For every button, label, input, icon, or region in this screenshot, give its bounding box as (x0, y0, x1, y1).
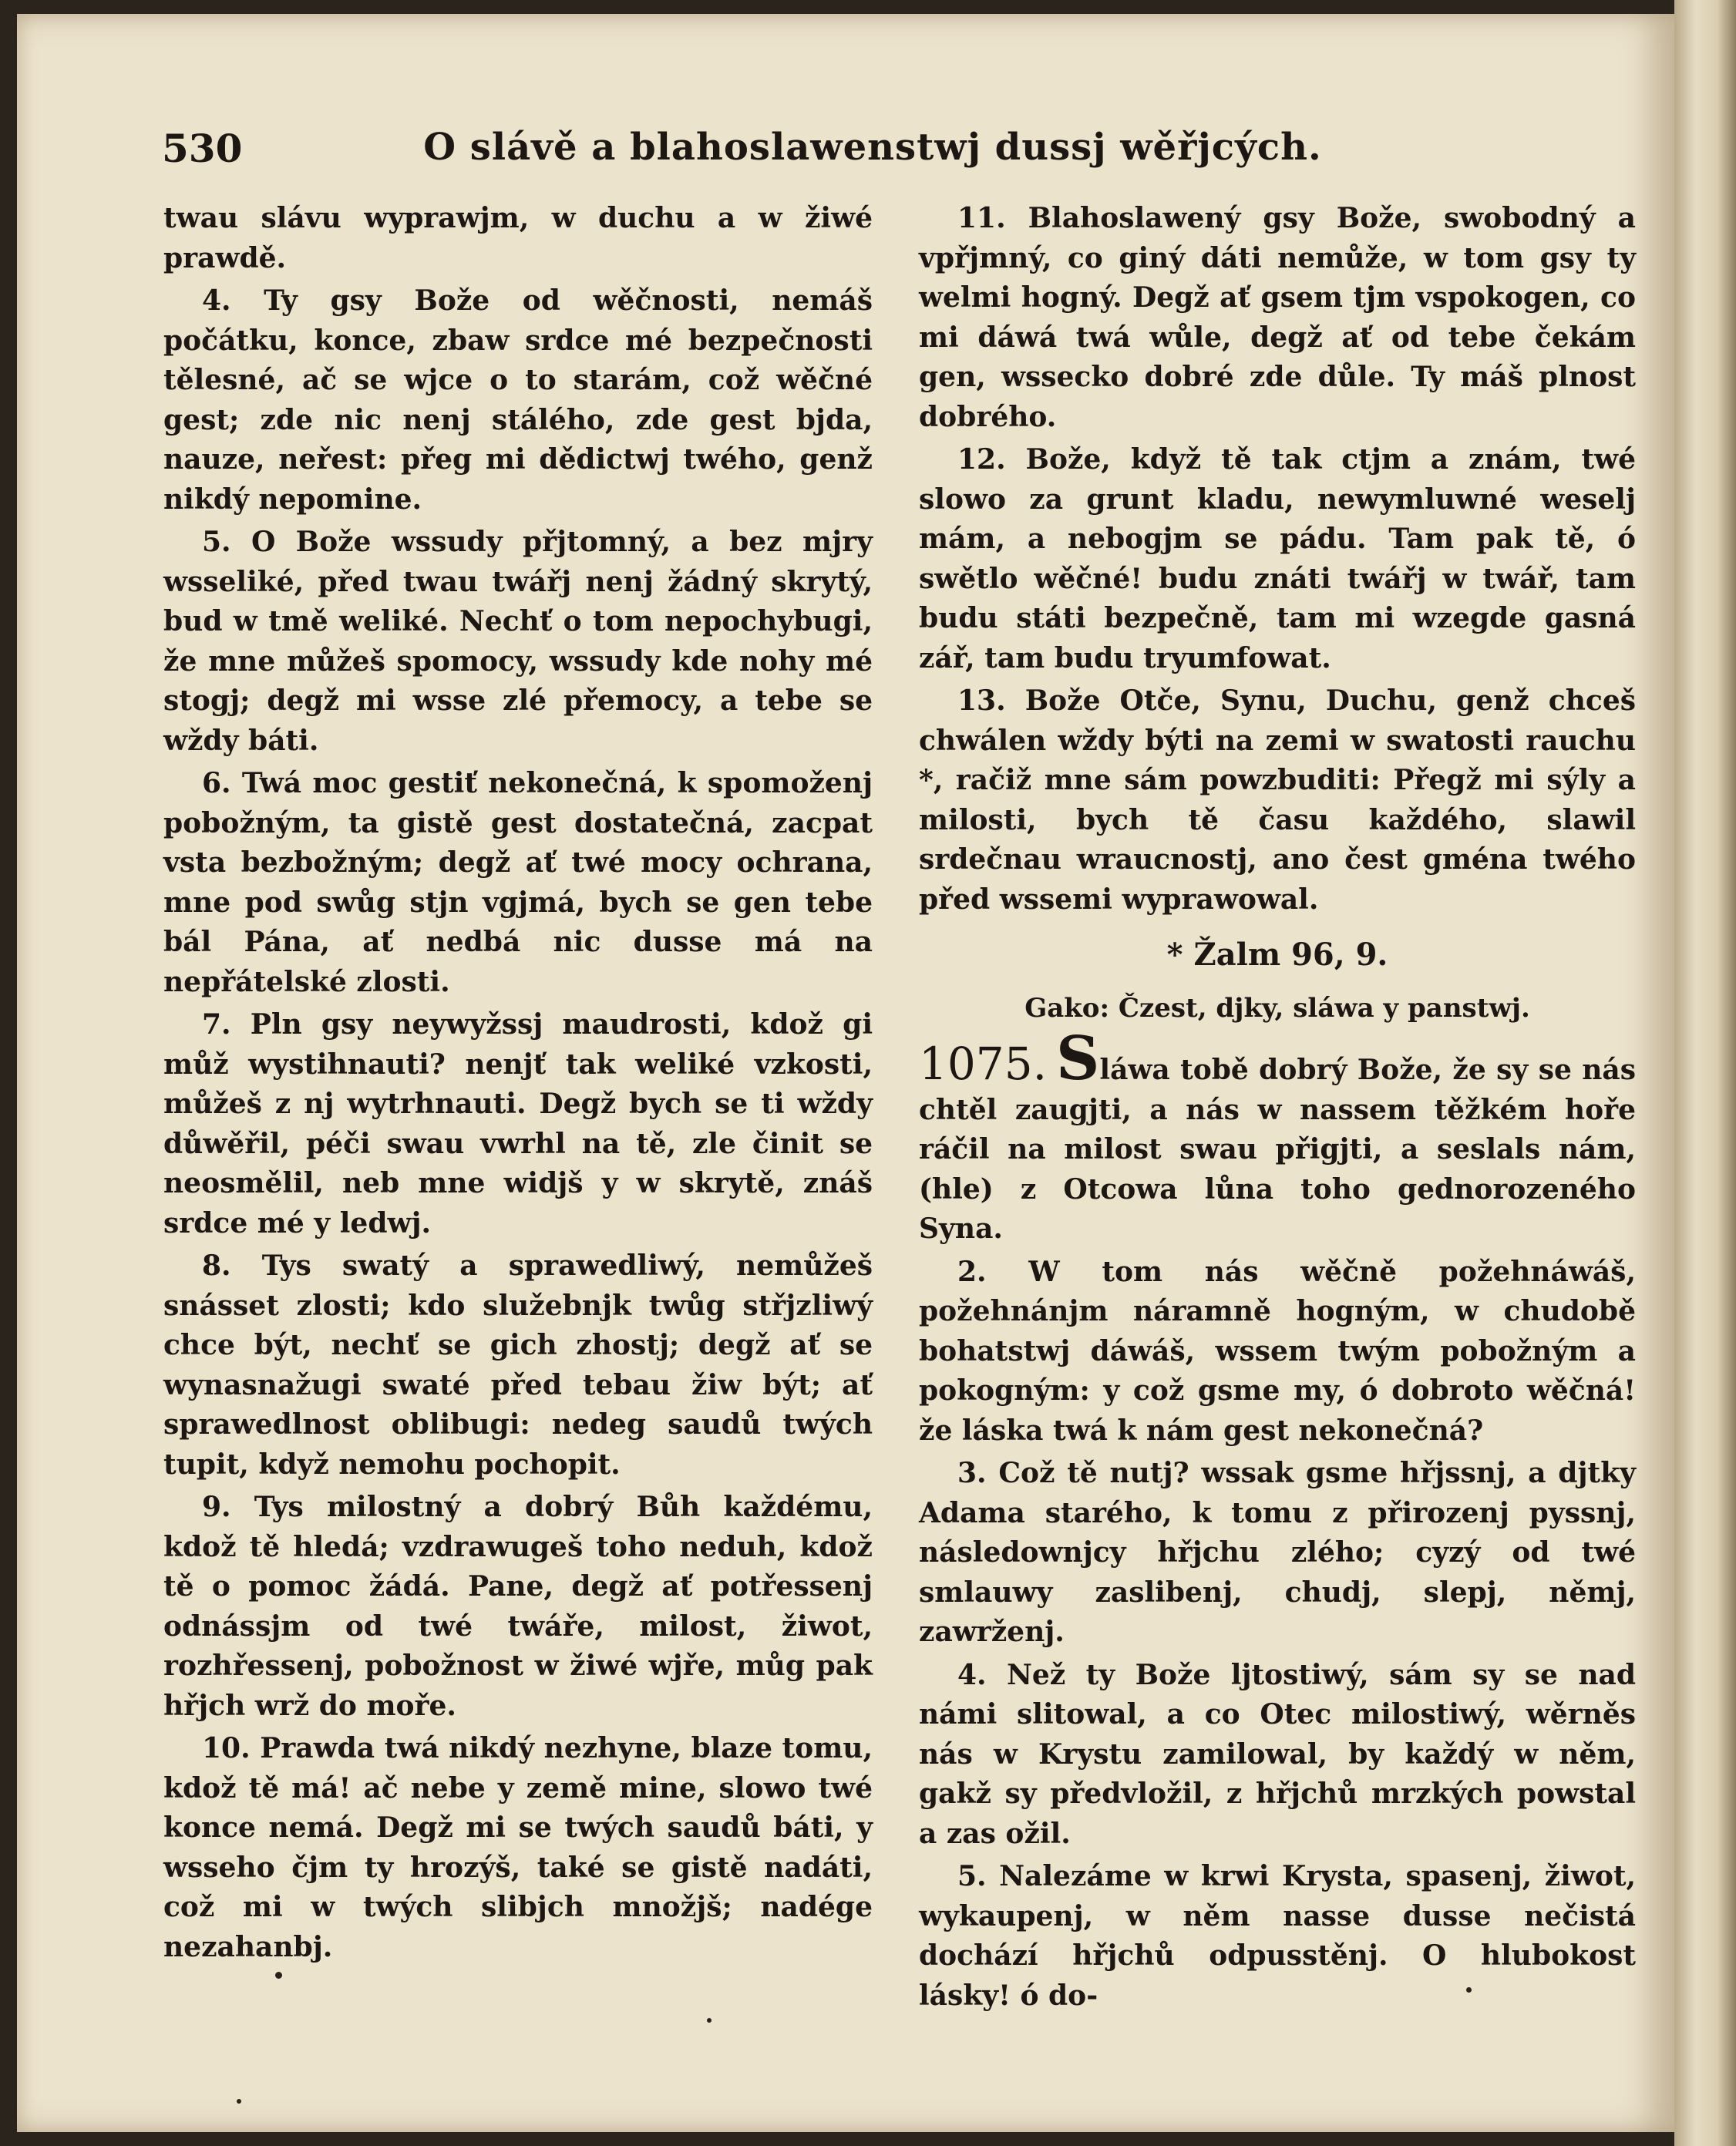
stanza-6: 6. Twá moc gestiť nekonečná, k spomoženj pobožným, ta gistě gest dostatečná, zacpat vsta bezbožným; degž ať twé mocy ochrana, mne pod swůg stjn vgjmá, bych se gen tebe bál Pána, ať nedbá nic dusse má na nepřátelské zlosti. (163, 767, 873, 998)
page-number: 530 (162, 126, 243, 171)
left-column (163, 199, 873, 1970)
ink-speck (707, 2018, 712, 2023)
hymn-first-text: láwa tobě dobrý Bože, že sy se nás chtěl zaugjti, a nás w nassem těžkém hoře ráčil na milost swau přigjti, a seslals nám, (hle) z Otcowa lůna toho gednorozeného Syna. (919, 1054, 1636, 1245)
stanza-4: 4. Ty gsy Bože od wěčnosti, nemáš počátku, konce, zbaw srdce mé bezpečnosti tělesné, ač se wjce o to starám, což wěčné gest; zde nic nenj stálého, zde gest bjda, nauze, neřest: přeg mi dědictwj twého, genž nikdý nepomine. (163, 284, 873, 516)
running-head: O slávě a blahoslawenstwj dussj wěřjcých. (423, 126, 1322, 169)
stanza-12: 12. Bože, když tě tak ctjm a znám, twé slowo za grunt kladu, newymluwné weselj mám, a nebogjm se pádu. Tam pak tě, ó swětlo wěčné! budu znáti twářj w twář, tam budu státi bezpečně, tam mi wzegde gasná zář, tam budu tryumfowat. (919, 443, 1636, 674)
book-page (17, 14, 1674, 2132)
hymn-1075-stanza-1 (919, 1024, 1636, 1250)
page-edge (1674, 0, 1736, 2146)
stanza-9: 9. Tys milostný a dobrý Bůh každému, kdož tě hledá; vzdrawugeš toho neduh, kdož tě o pomoc žádá. Pane, degž ať potřessenj odnássjm od twé twáře, milost, žiwot, rozhřessenj, pobožnost w žiwé wjře, můg pak hřjch wrž do moře. (163, 1491, 873, 1722)
ink-speck (1466, 1987, 1472, 1993)
stanza-7: 7. Pln gsy neywyžssj maudrosti, kdož gi můž wystihnauti? nenjť tak weliké vzkosti, můžeš z nj wytrhnauti. Degž bych se ti wždy důwěřil, péči swau vwrhl na tě, zle činit se neosmělil, neb mne widjš y w skrytě, znáš srdce mé y ledwj. (163, 1008, 873, 1240)
stanza-5: 5. O Bože wssudy přjtomný, a bez mjry wsseliké, před twau twářj nenj žádný skrytý, bud w tmě weliké. Nechť o tom nepochybugi, že mne můžeš spomocy, wssudy kde nohy mé stogj; degž mi wsse zlé přemocy, a tebe se wždy báti. (163, 526, 873, 757)
stanza-continuation: twau slávu wyprawjm, w duchu a w žiwé prawdě. (163, 202, 873, 274)
stanza-13: 13. Bože Otče, Synu, Duchu, genž chceš chwálen wždy býti na zemi w swatosti rauchu *, račiž mne sám powzbuditi: Přegž mi sýly a milosti, bych tě času každého, slawil srdečnau wraucnostj, ano čest gména twého před wssemi wyprawowal. (919, 684, 1636, 916)
ink-speck (275, 1972, 282, 1979)
hymn-stanza-3: 3. Což tě nutj? wssak gsme hřjssnj, a djtky Adama starého, k tomu z přirozenj pyssnj, následownjcy hřjchu zlého; cyzý od twé smlauwy zaslibenj, chudj, slepj, němj, zawrženj. (919, 1457, 1636, 1648)
stanza-8: 8. Tys swatý a sprawedliwý, nemůžeš snásset zlosti; kdo služebnjk twůg střjzliwý chce být, nechť se gich zhostj; degž ať se wynasnažugi swaté před tebau žiw být; ať sprawedlnost oblibugi: nedeg saudů twých tupit, když nemohu pochopit. (163, 1250, 873, 1481)
hymn-number: 1075. (919, 1038, 1048, 1090)
stanza-10: 10. Prawda twá nikdý nezhyne, blaze tomu, kdož tě má! ač nebe y země mine, slowo twé konce nemá. Degž mi se twých saudů báti, y wsseho čjm ty hrozýš, také se gistě nadáti, což mi w twých slibjch množjš; nadége nezahanbj. (163, 1732, 873, 1963)
hymn-stanza-4: 4. Než ty Bože ljtostiwý, sám sy se nad námi slitowal, a co Otec milostiwý, wěrněs nás w Krystu zamilowal, by každý w něm, gakž sy předvložil, z hřjchů mrzkých powstal a zas ožil. (919, 1658, 1636, 1850)
footnote: * Žalm 96, 9. (1166, 937, 1388, 973)
hymn-stanza-2: 2. W tom nás wěčně požehnáwáš, požehnánjm náramně hogným, w chudobě bohatstwj dáwáš, wssem twým pobožným a pokogným: y což gsme my, ó dobroto wěčná! že láska twá k nám gest nekonečná? (919, 1255, 1636, 1447)
ink-speck (237, 2099, 241, 2104)
melody-line: Gako: Čzest, djky, sláwa y panstwj. (1024, 992, 1530, 1024)
drop-cap: S (1056, 1024, 1100, 1094)
hymn-stanza-5: 5. Nalezáme w krwi Krysta, spasenj, žiwot, wykaupenj, w něm nasse dusse nečistá dochází hřjchů odpusstěnj. O hlubokost lásky! ó do- (919, 1860, 1636, 2012)
page-header (148, 126, 1597, 187)
right-column (919, 199, 1636, 2019)
stanza-11: 11. Blahoslawený gsy Bože, swobodný a vpřjmný, co giný dáti nemůže, w tom gsy ty welmi hogný. Degž ať gsem tjm vspokogen, co mi dáwá twá wůle, degž ať od tebe čekám gen, wssecko dobré zde důle. Ty máš plnost dobrého. (919, 202, 1636, 433)
